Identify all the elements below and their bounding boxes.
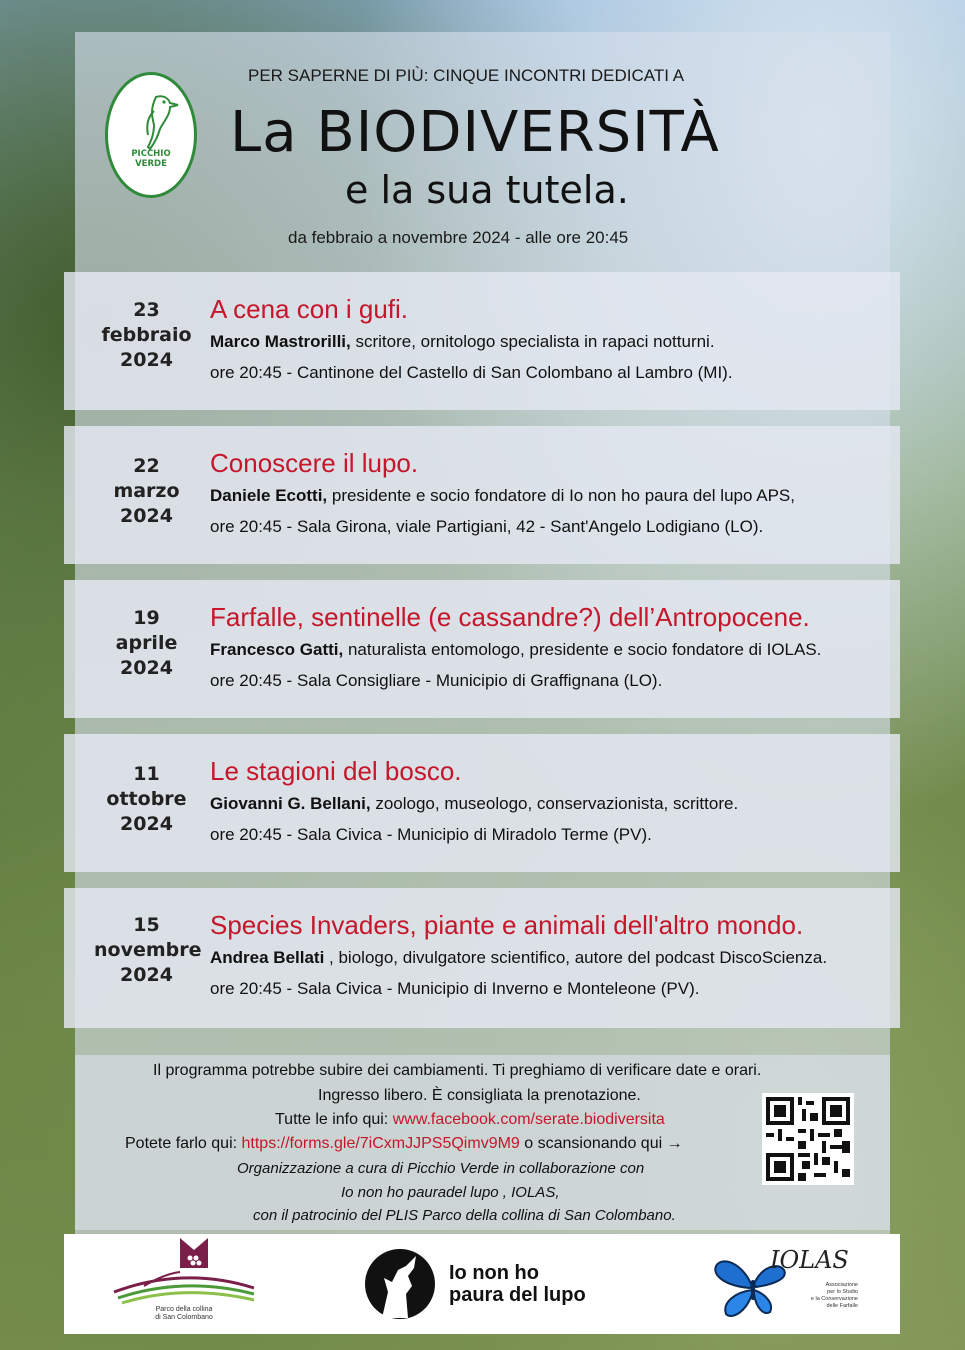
form-link[interactable]: https://forms.gle/7iCxmJJPS5Qimv9M9 xyxy=(241,1135,520,1152)
event-title: A cena con i gufi. xyxy=(210,294,409,324)
info-form-label: Potete farlo qui: xyxy=(125,1135,242,1152)
event-month: aprile xyxy=(115,632,178,654)
info-disclaimer: Il programma potrebbe subire dei cambiamenti. Ti preghiamo di verificare date e orari. xyxy=(153,1062,762,1079)
event-speaker: Marco Mastrorilli, xyxy=(210,332,351,351)
page-title: La BIODIVERSITÀ xyxy=(230,100,720,165)
event-speaker: Giovanni G. Bellani, xyxy=(210,794,371,813)
logo-text-picchio: PICCHIO xyxy=(131,149,171,159)
kicker-text: PER SAPERNE DI PIÙ: CINQUE INCONTRI DEDICATI A xyxy=(248,66,685,85)
footer-logos xyxy=(64,1234,900,1334)
event-speaker-line xyxy=(210,794,738,814)
qr-code[interactable] xyxy=(762,1093,854,1185)
event-speaker-desc: zoologo, museologo, conservazionista, scrittore. xyxy=(370,794,739,813)
iolas-caption-line1: Associazione xyxy=(825,1282,858,1288)
event-title: Le stagioni del bosco. xyxy=(210,756,462,786)
event-venue: ore 20:45 - Sala Civica - Municipio di Miradolo Terme (PV). xyxy=(210,825,652,844)
event-speaker-desc: scritore, ornitologo specialista in rapaci notturni. xyxy=(350,332,715,351)
event-speaker: Daniele Ecotti, xyxy=(210,486,328,505)
info-form-suffix: o scansionando qui → xyxy=(519,1135,683,1152)
event-day: 11 xyxy=(133,763,160,785)
facebook-link[interactable]: www.facebook.com/serate.biodiversita xyxy=(392,1111,665,1128)
event-year: 2024 xyxy=(120,657,173,679)
event-speaker-line xyxy=(210,486,795,506)
event-speaker-line xyxy=(210,332,715,352)
event-year: 2024 xyxy=(120,964,173,986)
event-venue: ore 20:45 - Cantinone del Castello di San Colombano al Lambro (MI). xyxy=(210,363,733,382)
event-card xyxy=(64,888,900,1028)
info-organization: Organizzazione a cura di Picchio Verde in collaborazione con xyxy=(237,1160,645,1177)
picchio-verde-logo xyxy=(105,72,197,198)
event-venue: ore 20:45 - Sala Civica - Municipio di Inverno e Monteleone (PV). xyxy=(210,979,700,998)
lupo-logo-text xyxy=(449,1262,586,1306)
event-date xyxy=(94,913,202,988)
event-venue: ore 20:45 - Sala Girona, viale Partigiani, 42 - Sant'Angelo Lodigiano (LO). xyxy=(210,517,764,536)
page-subtitle: e la sua tutela. xyxy=(345,168,629,212)
event-card xyxy=(64,580,900,718)
event-card xyxy=(64,426,900,564)
info-facebook-label: Tutte le info qui: xyxy=(275,1111,393,1128)
iolas-caption xyxy=(802,1282,858,1310)
parco-caption-line2: di San Colombano xyxy=(155,1314,213,1321)
lupo-line1: Io non ho xyxy=(449,1262,539,1284)
event-year: 2024 xyxy=(120,505,173,527)
logo-text-verde: VERDE xyxy=(135,159,167,169)
event-year: 2024 xyxy=(120,349,173,371)
event-year: 2024 xyxy=(120,813,173,835)
iolas-caption-line3: e la Conservazione xyxy=(810,1296,858,1302)
event-title: Species Invaders, piante e animali dell'altro mondo. xyxy=(210,910,804,940)
event-speaker: Francesco Gatti, xyxy=(210,640,344,659)
wolf-howl-icon xyxy=(362,1248,442,1320)
event-speaker-desc: naturalista entomologo, presidente e socio fondatore di IOLAS. xyxy=(343,640,822,659)
event-title: Farfalle, sentinelle (e cassandre?) dell’Antropocene. xyxy=(210,602,810,632)
parco-caption xyxy=(119,1306,249,1322)
event-venue: ore 20:45 - Sala Consigliare - Municipio di Graffignana (LO). xyxy=(210,671,663,690)
iolas-logo-text: IOLAS xyxy=(770,1246,849,1274)
event-day: 19 xyxy=(133,607,160,629)
event-speaker-line xyxy=(210,948,827,968)
event-speaker-desc: , biologo, divulgatore scientifico, autore del podcast DiscoScienza. xyxy=(324,948,828,967)
event-month: marzo xyxy=(113,480,180,502)
qr-code-icon xyxy=(762,1093,854,1185)
iolas-caption-line4: delle Farfalle xyxy=(826,1303,858,1309)
info-partners: Io non ho pauradel lupo , IOLAS, xyxy=(341,1184,560,1201)
event-speaker-desc: presidente e socio fondatore di Io non ho paura del lupo APS, xyxy=(327,486,795,505)
event-day: 15 xyxy=(133,914,160,936)
lupo-line2: paura del lupo xyxy=(449,1284,586,1306)
event-date xyxy=(94,298,199,373)
event-title: Conoscere il lupo. xyxy=(210,448,419,478)
parco-caption-line1: Parco della collina xyxy=(155,1306,213,1313)
event-speaker-line xyxy=(210,640,821,660)
event-month: novembre xyxy=(94,939,202,961)
event-month: ottobre xyxy=(106,788,187,810)
dates-line: da febbraio a novembre 2024 - alle ore 20:45 xyxy=(288,228,629,247)
event-month: febbraio xyxy=(101,324,192,346)
info-facebook-line xyxy=(275,1111,665,1129)
event-card xyxy=(64,734,900,872)
woodpecker-icon xyxy=(126,89,182,153)
info-entry: Ingresso libero. È consigliata la prenotazione. xyxy=(318,1087,641,1104)
event-day: 23 xyxy=(133,299,160,321)
event-date xyxy=(94,454,199,529)
info-patronage: con il patrocinio del PLIS Parco della collina di San Colombano. xyxy=(253,1207,676,1224)
parco-collina-logo xyxy=(104,1236,264,1306)
event-card xyxy=(64,272,900,410)
event-day: 22 xyxy=(133,455,160,477)
event-speaker: Andrea Bellati xyxy=(210,948,325,967)
iolas-caption-line2: per lo Studio xyxy=(827,1289,858,1295)
event-date xyxy=(94,606,199,681)
info-form-line xyxy=(125,1135,683,1153)
event-date xyxy=(94,762,199,837)
